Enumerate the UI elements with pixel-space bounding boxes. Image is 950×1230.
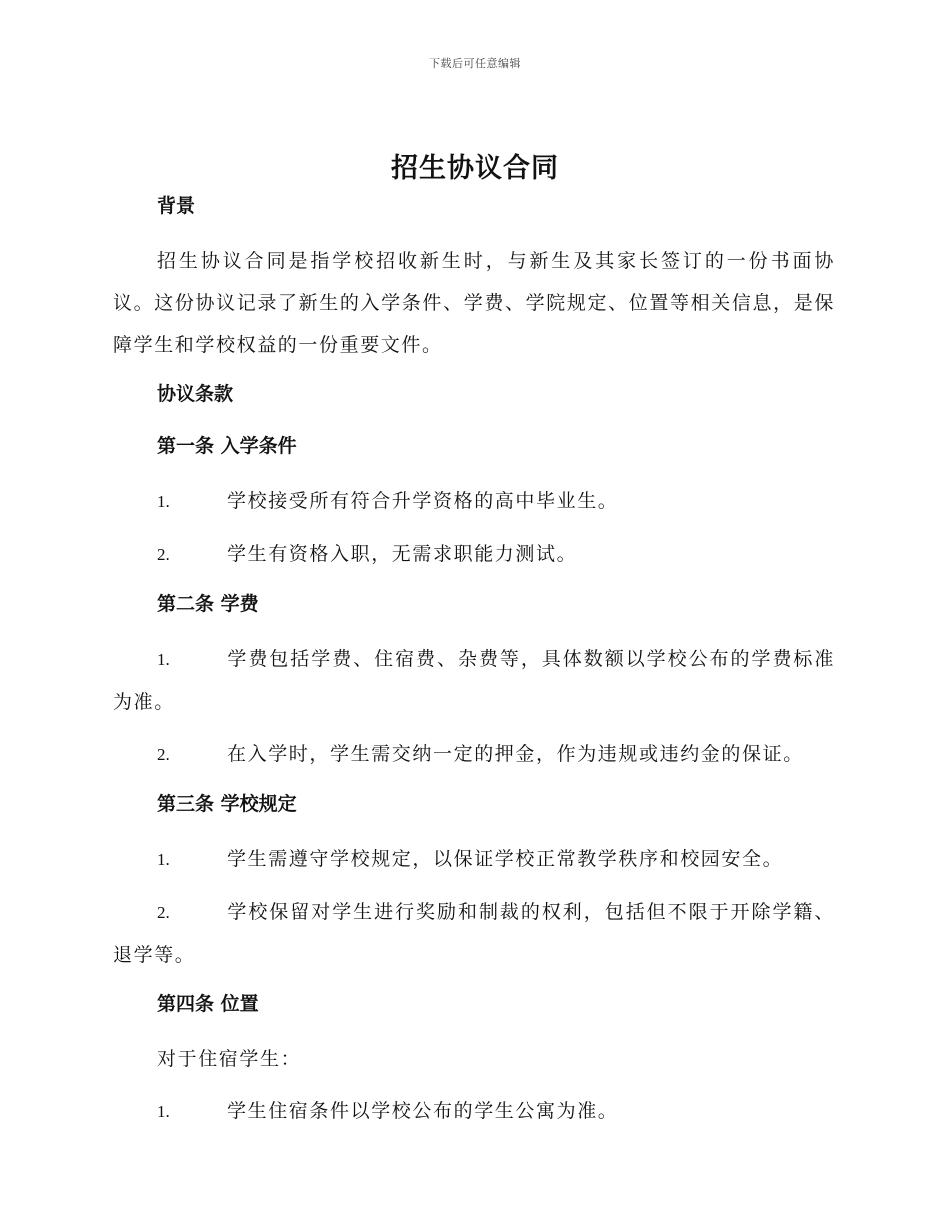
item-text: 学生住宿条件以学校公布的学生公寓为准。 (227, 1100, 619, 1122)
header-note: 下载后可任意编辑 (429, 57, 521, 70)
article-3-item-2 (113, 891, 835, 976)
item-text: 学生有资格入职，无需求职能力测试。 (227, 543, 578, 565)
item-number: 2. (157, 903, 170, 922)
item-text: 在入学时，学生需交纳一定的押金，作为违规或违约金的保证。 (227, 743, 804, 765)
article-1-heading: 第一条 入学条件 (157, 435, 297, 457)
section-heading-background: 背景 (157, 195, 196, 217)
item-number: 1. (157, 850, 170, 869)
document-title: 招生协议合同 (391, 153, 559, 184)
section-heading-terms: 协议条款 (157, 383, 234, 405)
article-4-intro: 对于住宿学生： (157, 1048, 302, 1070)
article-3-item-1 (113, 838, 835, 881)
item-text: 学费包括学费、住宿费、杂费等，具体数额以学校公布的学费标准为准。 (113, 648, 835, 713)
item-number: 2. (157, 545, 170, 564)
article-1-item-1 (113, 480, 835, 523)
document-body (113, 188, 835, 1143)
item-text: 学校保留对学生进行奖励和制裁的权利，包括但不限于开除学籍、退学等。 (113, 901, 835, 966)
article-4-item-1 (113, 1090, 835, 1133)
article-1-item-2 (113, 533, 835, 576)
item-number: 1. (157, 492, 170, 511)
background-paragraph: 招生协议合同是指学校招收新生时，与新生及其家长签订的一份书面协议。这份协议记录了新生的入学条件、学费、学院规定、位置等相关信息，是保障学生和学校权益的一份重要文件。 (113, 250, 835, 356)
article-3-heading: 第三条 学校规定 (157, 793, 297, 815)
item-text: 学生需遵守学校规定，以保证学校正常教学秩序和校园安全。 (227, 848, 784, 870)
item-text: 学校接受所有符合升学资格的高中毕业生。 (227, 490, 619, 512)
article-2-item-1 (113, 638, 835, 723)
item-number: 1. (157, 650, 170, 669)
article-4-heading: 第四条 位置 (157, 993, 259, 1015)
item-number: 1. (157, 1102, 170, 1121)
article-2-item-2 (113, 733, 835, 776)
item-number: 2. (157, 745, 170, 764)
article-2-heading: 第二条 学费 (157, 593, 259, 615)
